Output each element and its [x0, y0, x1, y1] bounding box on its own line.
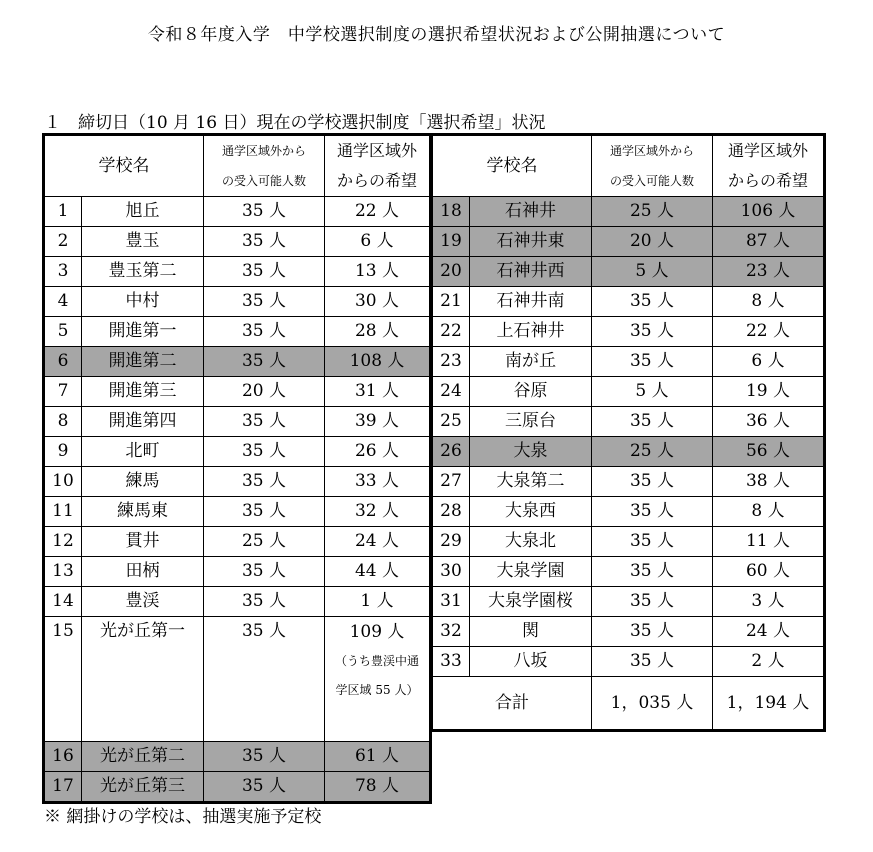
row-number: 9	[44, 437, 82, 467]
capacity-value: 35 人	[592, 287, 713, 317]
hope-value: 56 人	[713, 437, 825, 467]
hope-value: 6 人	[325, 227, 431, 257]
school-name: 豊玉	[82, 227, 204, 257]
hope-value: 31 人	[325, 377, 431, 407]
table-row	[432, 557, 825, 587]
row-number: 8	[44, 407, 82, 437]
table-row	[432, 407, 825, 437]
school-name: 八坂	[470, 647, 592, 677]
hope-value: 61 人	[325, 742, 431, 772]
table-row	[432, 527, 825, 557]
capacity-value: 35 人	[204, 227, 325, 257]
row-number: 29	[432, 527, 470, 557]
table-row	[44, 587, 431, 617]
row-number: 28	[432, 497, 470, 527]
header-hope: 通学区域外 からの希望	[713, 135, 825, 197]
table-row	[432, 437, 825, 467]
school-name: 大泉北	[470, 527, 592, 557]
row-number: 11	[44, 497, 82, 527]
school-name: 大泉	[470, 437, 592, 467]
capacity-value: 35 人	[592, 497, 713, 527]
hope-value: 60 人	[713, 557, 825, 587]
row-number: 17	[44, 772, 82, 803]
section-heading: １ 締切日（10 月 16 日）現在の学校選択制度「選択希望」状況	[44, 113, 546, 133]
capacity-value: 35 人	[204, 497, 325, 527]
capacity-value: 35 人	[204, 557, 325, 587]
hope-value: 24 人	[713, 617, 825, 647]
hope-value: 106 人	[713, 197, 825, 227]
row-number: 2	[44, 227, 82, 257]
capacity-value: 35 人	[592, 587, 713, 617]
hope-value: 33 人	[325, 467, 431, 497]
capacity-value: 35 人	[204, 287, 325, 317]
hope-value: 8 人	[713, 497, 825, 527]
row-number: 32	[432, 617, 470, 647]
hope-value: 78 人	[325, 772, 431, 803]
school-name: 大泉学園	[470, 557, 592, 587]
row-number: 12	[44, 527, 82, 557]
table-row	[432, 257, 825, 287]
row-number: 30	[432, 557, 470, 587]
hope-value: 39 人	[325, 407, 431, 437]
row-number: 13	[44, 557, 82, 587]
capacity-value: 35 人	[592, 317, 713, 347]
capacity-value: 35 人	[592, 647, 713, 677]
capacity-value: 20 人	[592, 227, 713, 257]
hope-value: 22 人	[713, 317, 825, 347]
row-number: 14	[44, 587, 82, 617]
capacity-value: 35 人	[204, 467, 325, 497]
school-name: 光が丘第二	[82, 742, 204, 772]
school-name: 谷原	[470, 377, 592, 407]
capacity-value: 5 人	[592, 257, 713, 287]
hope-value: 108 人	[325, 347, 431, 377]
left-header-row	[44, 135, 431, 197]
table-row	[44, 347, 431, 377]
table-row	[432, 587, 825, 617]
row-number: 15	[44, 617, 82, 742]
hope-value: 19 人	[713, 377, 825, 407]
table-row	[432, 227, 825, 257]
school-name: 練馬	[82, 467, 204, 497]
left-school-table	[42, 133, 432, 804]
table-row	[44, 377, 431, 407]
table-row	[44, 467, 431, 497]
table-row	[432, 647, 825, 677]
hope-value: 13 人	[325, 257, 431, 287]
right-school-table	[430, 133, 826, 732]
school-name: 大泉西	[470, 497, 592, 527]
capacity-value: 25 人	[592, 437, 713, 467]
hope-value: 23 人	[713, 257, 825, 287]
row-number: 26	[432, 437, 470, 467]
hope-value: 109 人 （うち豊渓中通 学区域 55 人）	[325, 617, 431, 742]
hope-value: 8 人	[713, 287, 825, 317]
school-name: 大泉学園桜	[470, 587, 592, 617]
table-row	[44, 557, 431, 587]
capacity-value: 35 人	[204, 317, 325, 347]
capacity-value: 35 人	[592, 527, 713, 557]
row-number: 4	[44, 287, 82, 317]
school-name: 光が丘第一	[82, 617, 204, 742]
capacity-value: 35 人	[592, 467, 713, 497]
table-row	[432, 197, 825, 227]
capacity-value: 25 人	[204, 527, 325, 557]
capacity-value: 5 人	[592, 377, 713, 407]
table-row	[432, 377, 825, 407]
capacity-value: 35 人	[204, 407, 325, 437]
table-row	[44, 257, 431, 287]
school-name: 旭丘	[82, 197, 204, 227]
row-number: 21	[432, 287, 470, 317]
total-row	[432, 677, 825, 731]
row-number: 25	[432, 407, 470, 437]
hope-value: 22 人	[325, 197, 431, 227]
table-row	[44, 742, 431, 772]
school-name: 中村	[82, 287, 204, 317]
school-name: 光が丘第三	[82, 772, 204, 803]
capacity-value: 20 人	[204, 377, 325, 407]
row-number: 10	[44, 467, 82, 497]
hope-value: 38 人	[713, 467, 825, 497]
school-name: 石神井西	[470, 257, 592, 287]
school-name: 石神井南	[470, 287, 592, 317]
capacity-value: 35 人	[204, 197, 325, 227]
right-table-body	[432, 197, 825, 731]
capacity-value: 35 人	[204, 587, 325, 617]
header-school-name: 学校名	[432, 135, 592, 197]
table-row	[44, 227, 431, 257]
capacity-value: 35 人	[592, 617, 713, 647]
hope-value: 24 人	[325, 527, 431, 557]
header-capacity: 通学区域外から の受入可能人数	[204, 135, 325, 197]
table-row	[432, 497, 825, 527]
header-capacity: 通学区域外から の受入可能人数	[592, 135, 713, 197]
hope-value: 87 人	[713, 227, 825, 257]
capacity-value: 35 人	[204, 437, 325, 467]
capacity-value: 35 人	[592, 347, 713, 377]
table-row	[44, 772, 431, 803]
row-number: 7	[44, 377, 82, 407]
row-number: 23	[432, 347, 470, 377]
school-name: 石神井	[470, 197, 592, 227]
hope-value: 36 人	[713, 407, 825, 437]
hope-value: 44 人	[325, 557, 431, 587]
hope-value: 32 人	[325, 497, 431, 527]
table-row	[44, 527, 431, 557]
capacity-value: 35 人	[592, 407, 713, 437]
capacity-value: 35 人	[204, 347, 325, 377]
school-name: 開進第三	[82, 377, 204, 407]
capacity-value: 35 人	[204, 617, 325, 742]
capacity-value: 35 人	[204, 257, 325, 287]
hope-value: 30 人	[325, 287, 431, 317]
hope-value: 1 人	[325, 587, 431, 617]
header-hope: 通学区域外 からの希望	[325, 135, 431, 197]
left-table-body	[44, 197, 431, 803]
hope-value: 11 人	[713, 527, 825, 557]
row-number: 22	[432, 317, 470, 347]
hope-value: 2 人	[713, 647, 825, 677]
row-number: 19	[432, 227, 470, 257]
page-title: 令和８年度入学 中学校選択制度の選択希望状況および公開抽選について	[147, 25, 726, 45]
header-school-name: 学校名	[44, 135, 204, 197]
school-name: 南が丘	[470, 347, 592, 377]
school-name: 豊玉第二	[82, 257, 204, 287]
hope-value: 28 人	[325, 317, 431, 347]
row-number: 33	[432, 647, 470, 677]
capacity-value: 35 人	[204, 742, 325, 772]
row-number: 20	[432, 257, 470, 287]
school-name: 開進第一	[82, 317, 204, 347]
total-hope: 1，194 人	[713, 677, 825, 731]
school-name: 上石神井	[470, 317, 592, 347]
row-number: 6	[44, 347, 82, 377]
row-number: 3	[44, 257, 82, 287]
table-row	[44, 617, 431, 742]
hope-value: 26 人	[325, 437, 431, 467]
row-number: 18	[432, 197, 470, 227]
total-label: 合計	[432, 677, 592, 731]
total-capacity: 1，035 人	[592, 677, 713, 731]
school-name: 北町	[82, 437, 204, 467]
school-name: 練馬東	[82, 497, 204, 527]
right-header-row	[432, 135, 825, 197]
school-name: 貫井	[82, 527, 204, 557]
school-name: 開進第四	[82, 407, 204, 437]
capacity-value: 25 人	[592, 197, 713, 227]
school-name: 田柄	[82, 557, 204, 587]
capacity-value: 35 人	[204, 772, 325, 803]
school-name: 三原台	[470, 407, 592, 437]
table-row	[44, 407, 431, 437]
table-row	[44, 197, 431, 227]
school-name: 豊渓	[82, 587, 204, 617]
school-name: 石神井東	[470, 227, 592, 257]
hope-value: 3 人	[713, 587, 825, 617]
table-row	[432, 287, 825, 317]
row-number: 31	[432, 587, 470, 617]
table-row	[432, 317, 825, 347]
school-name: 開進第二	[82, 347, 204, 377]
table-row	[44, 317, 431, 347]
row-number: 5	[44, 317, 82, 347]
table-row	[44, 437, 431, 467]
table-row	[432, 467, 825, 497]
table-row	[432, 347, 825, 377]
table-row	[44, 287, 431, 317]
footnote: ※ 網掛けの学校は、抽選実施予定校	[44, 807, 322, 827]
row-number: 1	[44, 197, 82, 227]
school-name: 大泉第二	[470, 467, 592, 497]
row-number: 24	[432, 377, 470, 407]
school-name: 関	[470, 617, 592, 647]
capacity-value: 35 人	[592, 557, 713, 587]
row-number: 16	[44, 742, 82, 772]
row-number: 27	[432, 467, 470, 497]
table-row	[44, 497, 431, 527]
table-row	[432, 617, 825, 647]
hope-value: 6 人	[713, 347, 825, 377]
